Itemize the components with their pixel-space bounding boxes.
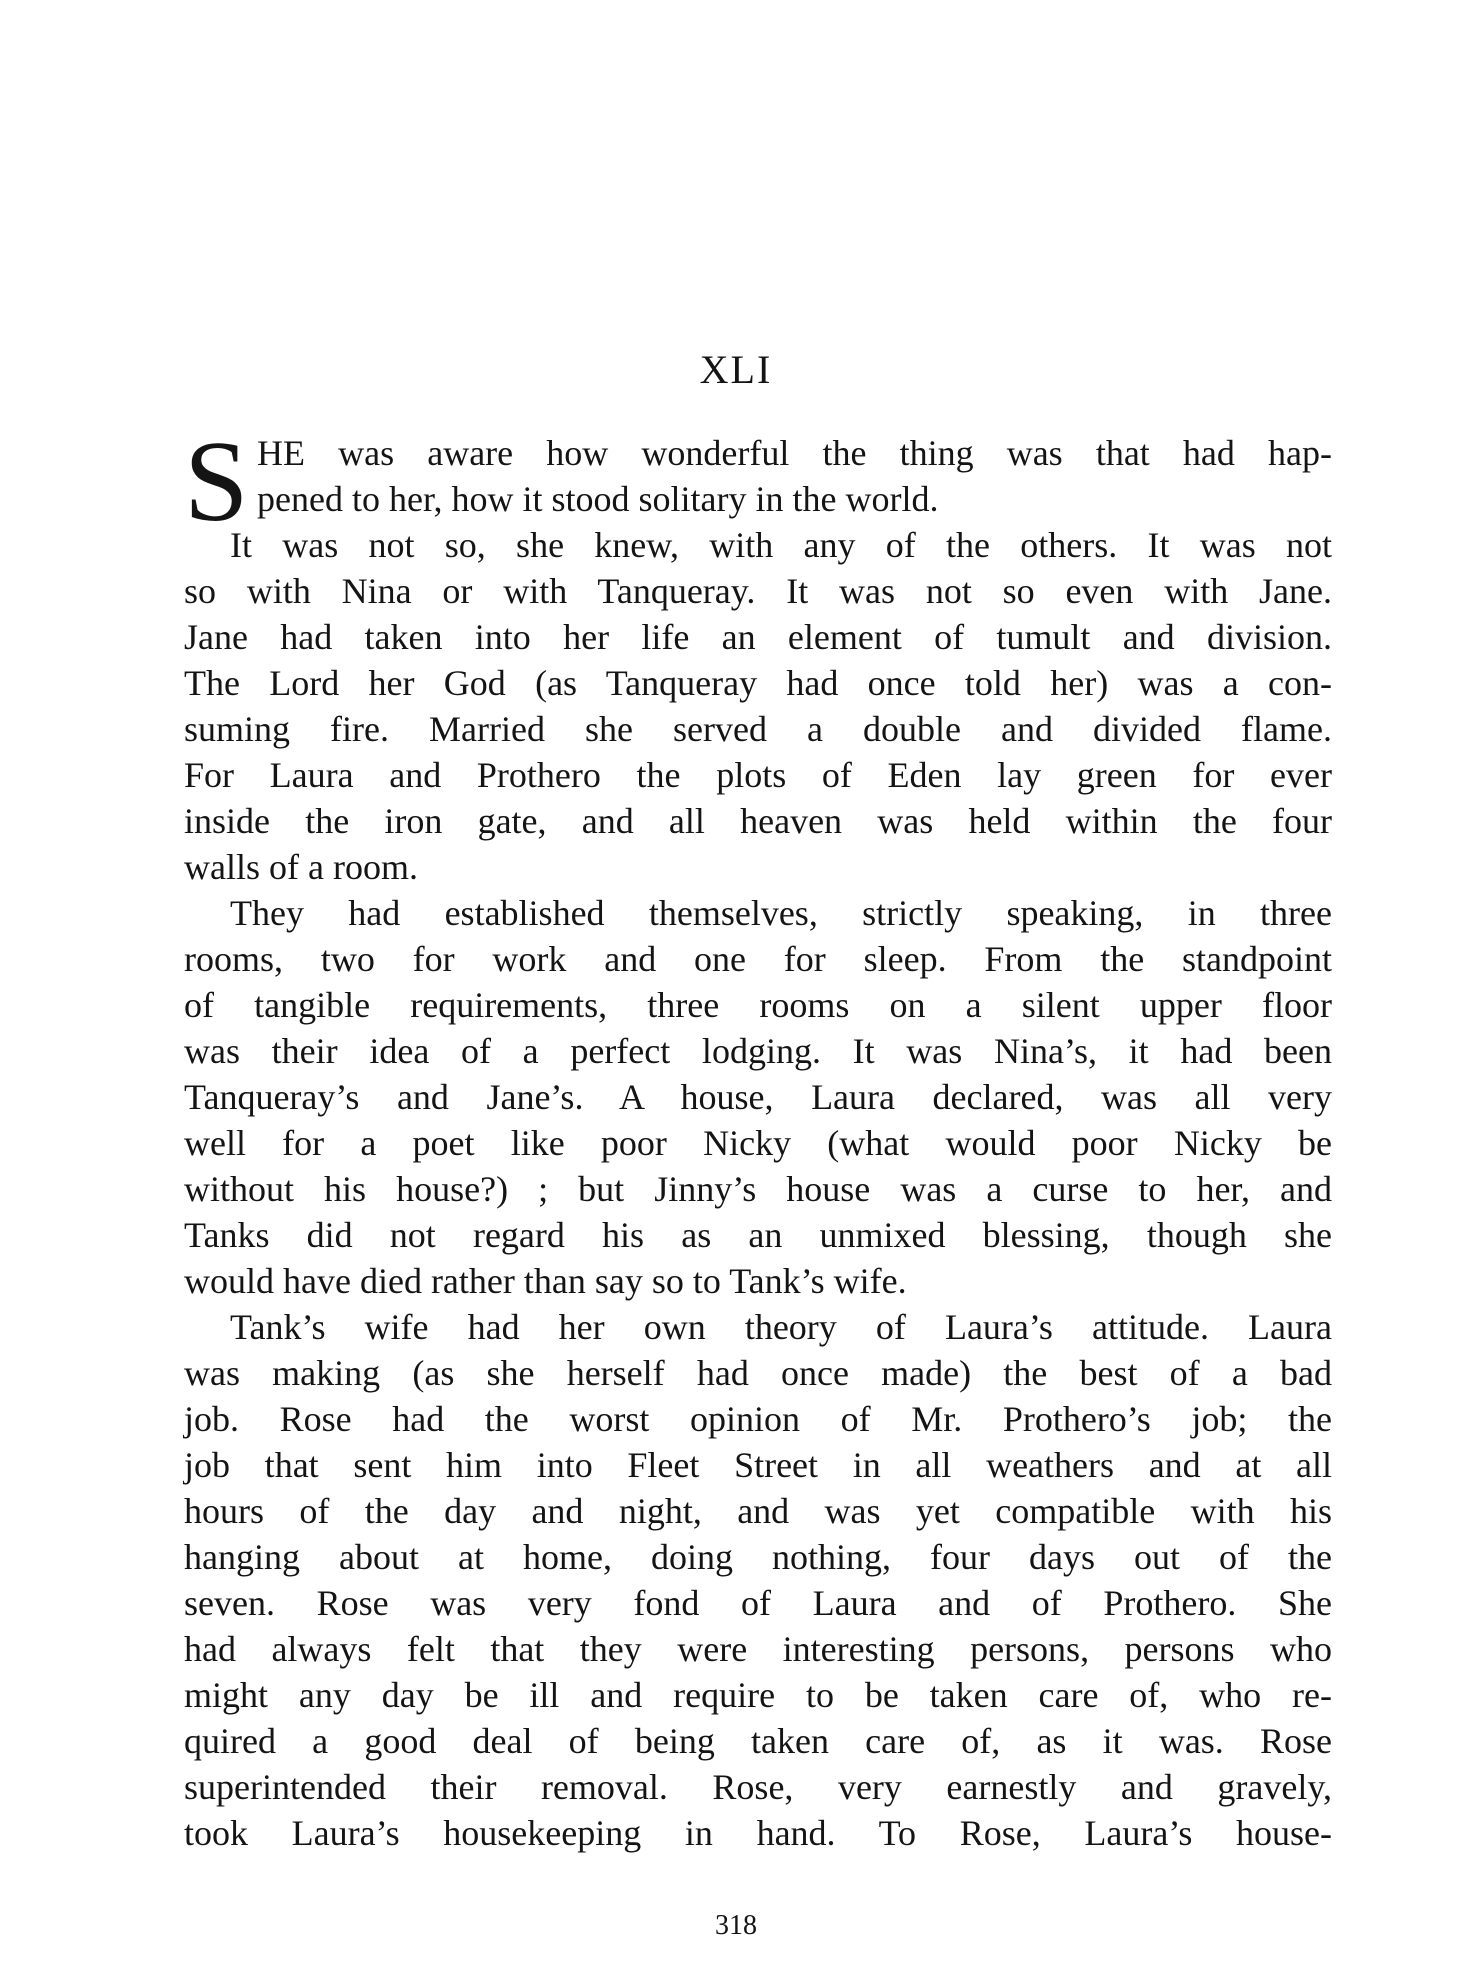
text-line: well for a poet like poor Nicky (what would poor Nicky be: [184, 1123, 1332, 1163]
text-line: suming fire. Married she served a double and divided flame.: [184, 709, 1332, 749]
text-line: took Laura’s housekeeping in hand. To Rose, Laura’s house-: [184, 1813, 1332, 1853]
text-line: Tank’s wife had her own theory of Laura’s attitude. Laura: [230, 1307, 1332, 1347]
text-line: hours of the day and night, and was yet compatible with his: [184, 1491, 1332, 1531]
text-line: quired a good deal of being taken care of, as it was. Rose: [184, 1721, 1332, 1761]
chapter-heading: XLI: [699, 347, 773, 392]
text-line: superintended their removal. Rose, very earnestly and gravely,: [184, 1767, 1332, 1807]
text-line: Tanks did not regard his as an unmixed blessing, though she: [184, 1215, 1332, 1255]
text-line: without his house?) ; but Jinny’s house was a curse to her, and: [184, 1169, 1332, 1209]
text-line: hanging about at home, doing nothing, four days out of the: [184, 1537, 1332, 1577]
text-line: HE was aware how wonderful the thing was that had hap-: [257, 433, 1332, 473]
text-line: The Lord her God (as Tanqueray had once told her) was a con-: [184, 663, 1332, 703]
text-line: would have died rather than say so to Tank’s wife.: [184, 1261, 907, 1301]
text-line: was their idea of a perfect lodging. It was Nina’s, it had been: [184, 1031, 1332, 1071]
text-line: walls of a room.: [184, 847, 418, 887]
text-line: so with Nina or with Tanqueray. It was not so even with Jane.: [184, 571, 1332, 611]
text-line: was making (as she herself had once made) the best of a bad: [184, 1353, 1332, 1393]
text-line: For Laura and Prothero the plots of Eden lay green for ever: [184, 755, 1332, 795]
text-line: Tanqueray’s and Jane’s. A house, Laura declared, was all very: [184, 1077, 1332, 1117]
text-line: seven. Rose was very fond of Laura and of Prothero. She: [184, 1583, 1332, 1623]
text-line: had always felt that they were interesting persons, persons who: [184, 1629, 1332, 1669]
text-line: of tangible requirements, three rooms on a silent upper floor: [184, 985, 1332, 1025]
drop-cap-letter: S: [184, 418, 249, 546]
text-line: inside the iron gate, and all heaven was held within the four: [184, 801, 1332, 841]
text-line: pened to her, how it stood solitary in the world.: [257, 479, 939, 519]
text-line: job. Rose had the worst opinion of Mr. Prothero’s job; the: [184, 1399, 1332, 1439]
text-line: They had established themselves, strictly speaking, in three: [230, 893, 1332, 933]
text-line: job that sent him into Fleet Street in all weathers and at all: [184, 1445, 1332, 1485]
body-text: [184, 418, 1332, 1856]
text-line: rooms, two for work and one for sleep. From the standpoint: [184, 939, 1332, 979]
text-line: It was not so, she knew, with any of the others. It was not: [230, 525, 1332, 565]
page-number: 318: [715, 1910, 757, 1941]
text-line: Jane had taken into her life an element of tumult and division.: [184, 617, 1332, 657]
text-line: might any day be ill and require to be taken care of, who re-: [184, 1675, 1332, 1715]
